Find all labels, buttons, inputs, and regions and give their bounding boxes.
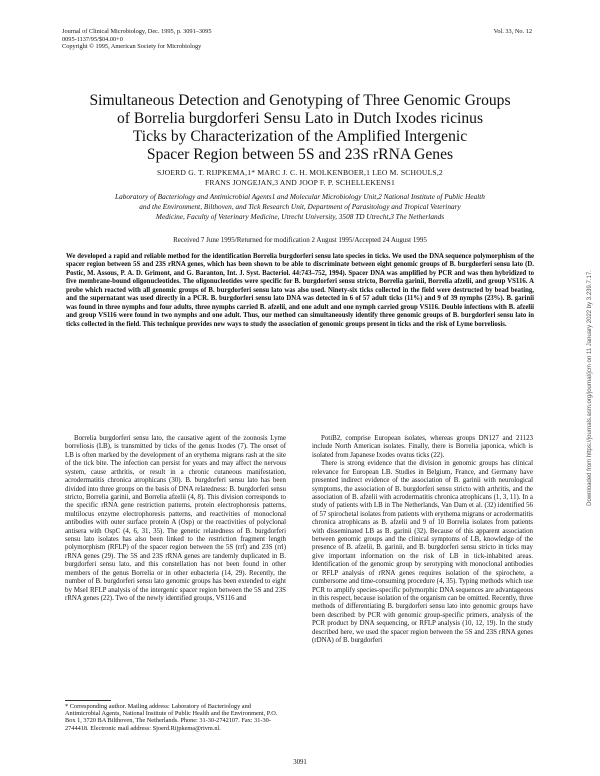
journal-header <box>62 28 532 51</box>
article-title <box>40 92 560 164</box>
abstract: We developed a rapid and reliable method for the identification Borrelia burgdorferi sensu lato species in ticks. We used the DNA sequence polymorphism of the spacer region between 5S and 23S rRNA genes, which has been shown to be able to discriminate between eight genomic groups of B. burgdorferi sensu lato (D. Postic, M. Assous, P. A. D. Grimont, and G. Baranton, Int. J. Syst. Bacteriol. 44:743–752, 1994). Spacer DNA was amplified by PCR and was then hybridized to five membrane-bound oligonucleotides. The oligonucleotides were specific for B. burgdorferi sensu stricto, Borrelia garinii, Borrelia afzelii, and group VS116. A probe which reacted with all genomic groups of B. burgdorferi sensu lato was also used. Ninety-six ticks collected in the field were destructed by bead beating, and the supernatant was used directly in a PCR. B. burgdorferi sensu lato DNA was detected in 6 of 57 adult ticks (11%) and 9 of 39 nymphs (23%). B. garinii was found in three nymphs and four adults, three nymphs carried B. afzelii, and one adult and one nymph carried group VS116. Double infections with B. afzelii and group VS116 were found in two nymphs and one adult. Thus, our method can simultaneously identify three genomic groups of B. burgdorferi sensu lato in ticks collected in the field. This technique provides new ways to study the association of genomic groups present in ticks and the risk of Lyme borreliosis. <box>66 253 534 328</box>
author-line: FRANS JONGEJAN,3 AND JOOP F. P. SCHELLEKENS1 <box>205 178 395 187</box>
affiliation-line: Medicine, Faculty of Veterinary Medicine, Utrecht University, 3508 TD Utrecht,3 The Netherlands <box>155 211 445 221</box>
affiliation-line: and the Environment, Bilthoven, and Tick Research Unit, Department of Parasitology and Tropical Veterinary <box>139 201 461 211</box>
body-paragraph: There is strong evidence that the division in genomic groups has clinical relevance for European LB. Studies in Belgium, France, and Germany have presented indirect evidence of the association of B. garinii with neurological symptoms, the association of B. burgdorferi sensu stricto with arthritis, and the association of B. afzelii with acrodermatitis chronica atrophicans (1, 3, 11). In a study of patients with LB in The Netherlands, Van Dam et al. (32) identified 56 of 57 spirochetal isolates from patients with erythema migrans or acrodermatitis chronica atrophicans as B. afzelii and 9 of 10 Borrelia isolates from patients with disseminated LB as B. garinii (32). Because of this apparent association between genomic groups and the clinical symptoms of LB, knowledge of the presence of B. afzelii, B. garinii, and B. burgdorferi sensu stricto in ticks may give important information on the risk of LB in tick-inhabited areas. Identification of the genomic group by serotyping with monoclonal antibodies or RFLP analysis of rRNA genes requires isolation of the spirochete, a cumbersome and time-consuming procedure (4, 35). Typing methods which use PCR to amplify species-specific polymorphic DNA sequences are advantageous in this respect, because isolation of the organism can be omitted. Recently, three methods of differentiating B. burgdorferi sensu lato into genomic groups have been described: by PCR with genomic group-specific primers, analysis of the PCR product by DNA sequencing, or RFLP analysis (10, 12, 19). In the study described here, we used the spacer region between the 5S and 23S rRNA genes (rDNA) of B. burgdorferi <box>312 460 533 645</box>
affiliations <box>60 192 540 221</box>
body-paragraph: Borrelia burgdorferi sensu lato, the causative agent of the zoonosis Lyme borreliosis (LB), is transmitted by ticks of the genus Ixodes (7). The onset of LB is often marked by the development of an erythema migrans rash at the site of the tick bite. The infection can persist for years and may affect the nervous system, cause arthritis, or result in a chronic cutaneous manifestation, acrodermatitis chronica atrophicans (30). B. burgdorferi sensu lato has been divided into three groups on the basis of DNA relatedness: B. burgdorferi sensu stricto, Borrelia garinii, and Borrelia afzelii (4, 8). This division corresponds to the specific rRNA gene restriction patterns, protein electrophoresis patterns, multilocus enzyme electrophoresis patterns, and reactivities of monoclonal antibodies with outer surface protein A (Osp) or the reactivities of polyclonal antisera with OspC (4, 6, 31, 35). The genetic relatedness of B. burgdorferi sensu lato isolates has also been linked to the restriction fragment length polymorphism (RFLP) of the spacer region between the 5S (rrf) and 23S (rrl) rRNA genes (29). The 5S and 23S rRNA genes are tandemly duplicated in B. burgdorferi sensu lato, and this constellation has not been found in other members of the genus Borrelia or in other eubacteria (14, 29). Recently, the number of B. burgdorferi sensu lato genomic groups has been extended to eight by MseI RFLP analysis of the intergenic spacer region between the 5S and 23S rRNA genes (22). Two of the newly identified groups, VS116 and <box>65 435 286 603</box>
body-column-right <box>312 435 533 646</box>
journal-copyright: Copyright © 1995, American Society for Microbiology <box>62 43 202 51</box>
title-line: Simultaneous Detection and Genotyping of Three Genomic Groups <box>89 92 511 109</box>
footnote-rule <box>65 700 111 701</box>
page-number: 3091 <box>293 759 307 766</box>
corresponding-author-footnote: * Corresponding author. Mailing address: Laboratory of Bacteriology and Antimicrobial Agents, National Institute of Public Health and the Environment, P.O. Box 1, 3720 BA Bilthoven, The Netherlands. Phone: 31-30-2742107. Fax: 31-30-2744418. Electronic mail address: Sjoerd.Rijpkema@rivm.nl. <box>65 703 278 732</box>
title-line: Ticks by Characterization of the Amplified Intergenic <box>132 128 468 145</box>
author-list <box>40 168 560 188</box>
journal-volume: Vol. 33, No. 12 <box>493 28 532 35</box>
body-paragraph: PotiB2, comprise European isolates, whereas groups DN127 and 21123 include North American isolates. Finally, there is Borrelia japonica, which is isolated from Japanese Ixodes ovatus ticks (22). <box>312 435 533 459</box>
affiliation-line: Laboratory of Bacteriology and Antimicrobial Agents1 and Molecular Microbiology Unit,2 National Institute of Public Health <box>115 192 485 201</box>
title-line: Spacer Region between 5S and 23S rRNA Genes <box>146 146 454 163</box>
received-dates: Received 7 June 1995/Returned for modification 2 August 1995/Accepted 24 August 1995 <box>173 236 427 244</box>
journal-citation: Journal of Clinical Microbiology, Dec. 1995, p. 3091–3095 <box>62 28 212 35</box>
title-line: of Borrelia burgdorferi Sensu Lato in Dutch Ixodes ricinus <box>116 110 484 127</box>
body-column-left <box>65 435 286 603</box>
journal-issn: 0095-1137/95/$04.00+0 <box>62 35 123 43</box>
download-watermark: Downloaded from https://journals.asm.org/journal/jcm on 11 January 2022 by 3.239.7.17. <box>587 270 593 506</box>
author-line: SJOERD G. T. RIJPKEMA,1* MARC J. C. H. MOLKENBOER,1 LEO M. SCHOULS,2 <box>157 168 443 177</box>
